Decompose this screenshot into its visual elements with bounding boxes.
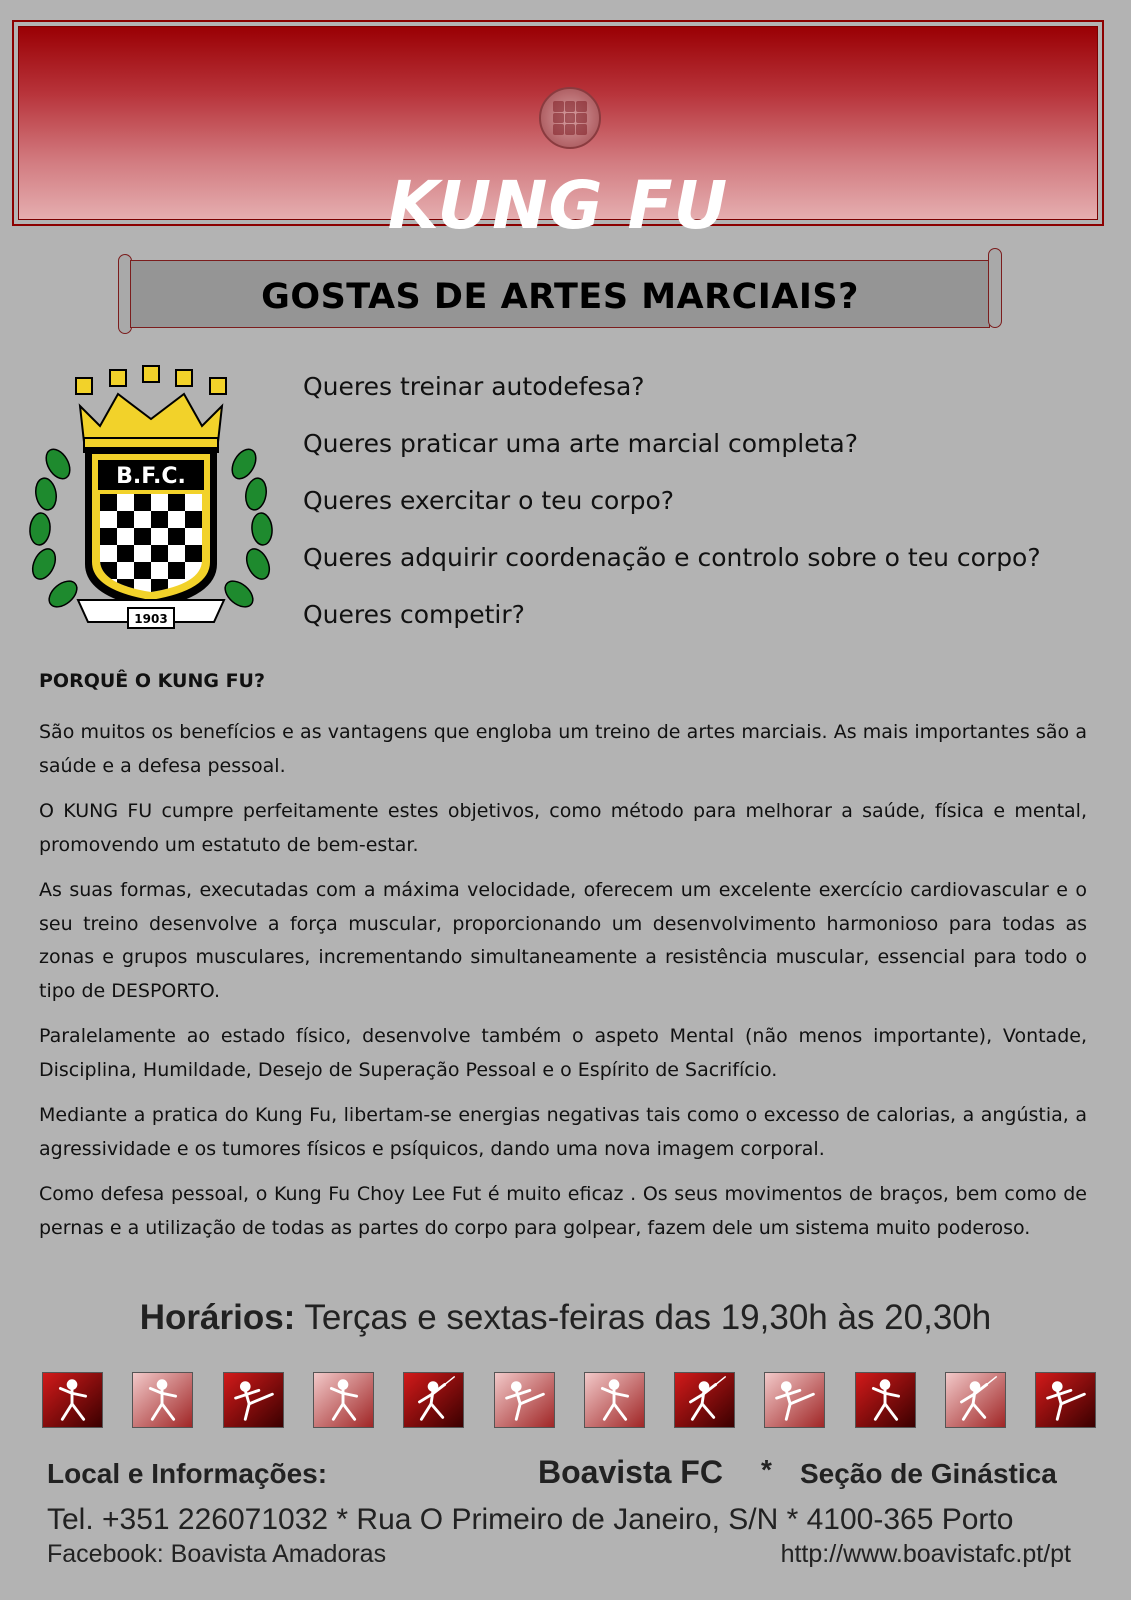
crest-initials: B.F.C. (116, 464, 186, 489)
question-item: Queres exercitar o teu corpo? (303, 486, 675, 515)
tagline: GOSTAS DE ARTES MARCIAIS? (261, 277, 859, 317)
schedule-text: Terças e sextas-feiras das 19,30h às 20,30h (295, 1298, 992, 1337)
question-item: Queres adquirir coordenação e controlo sobre o teu corpo? (303, 543, 1041, 572)
crest-year: 1903 (134, 612, 168, 626)
martial-artist-kick-icon (1035, 1372, 1096, 1428)
martial-artist-stance-icon (42, 1372, 103, 1428)
chinese-seal-icon (539, 87, 601, 149)
question-item: Queres treinar autodefesa? (303, 372, 645, 401)
martial-artist-stance-icon (313, 1372, 374, 1428)
paragraph: As suas formas, executadas com a máxima velocidade, oferecem um excelente exercício cardiovascular e o seu treino desenvolve a força muscular, proporcionando um desenvolvimento harmonioso para todas as zonas e grupos musculares, incrementando simultaneamente a resistência muscular, essencial para todo o tipo de DESPORTO. (39, 879, 1087, 1002)
tagline-scroll (118, 252, 1002, 334)
section-heading: PORQUÊ O KUNG FU? (39, 670, 266, 692)
martial-artist-stance-icon (132, 1372, 193, 1428)
questions-list (303, 370, 1103, 655)
local-label: Local e Informações: (47, 1458, 328, 1489)
martial-artist-kick-icon (223, 1372, 284, 1428)
question-item: Queres praticar uma arte marcial completa? (303, 429, 858, 458)
martial-artist-kick-icon (494, 1372, 555, 1428)
scroll-body (130, 260, 990, 328)
scroll-roll-right (988, 248, 1002, 328)
martial-arts-tiles (42, 1372, 1087, 1428)
martial-artist-stance-icon (584, 1372, 645, 1428)
facebook-link[interactable]: Facebook: Boavista Amadoras (47, 1540, 387, 1568)
paragraph: O KUNG FU cumpre perfeitamente estes objetivos, como método para melhorar a saúde, física e mental, promovendo um estatuto de bem-estar. (39, 800, 1087, 856)
martial-artist-stance-icon (855, 1372, 916, 1428)
header-banner-fill (18, 26, 1098, 244)
question-item: Queres competir? (303, 600, 525, 629)
martial-artist-sword-icon (945, 1372, 1006, 1428)
contact-line: Tel. +351 226071032 * Rua O Primeiro de Janeiro, S/N * 4100-365 Porto (47, 1503, 1014, 1536)
paragraph: São muitos os benefícios e as vantagens que engloba um treino de artes marciais. As mais importantes são a saúde e a defesa pessoal. (39, 721, 1087, 777)
body-text (39, 716, 1087, 1257)
schedule-label: Horários: (139, 1298, 296, 1337)
footer-separator: * (761, 1454, 772, 1485)
paragraph: Paralelamente ao estado físico, desenvolve também o aspeto Mental (não menos importante), Vontade, Disciplina, Humildade, Desejo de Superação Pessoal e o Espírito de Sacrifício. (39, 1025, 1087, 1081)
schedule (0, 1298, 1131, 1338)
club-name: Boavista FC (538, 1454, 723, 1490)
boavista-crest-icon (18, 364, 284, 644)
paragraph: Como defesa pessoal, o Kung Fu Choy Lee Fut é muito eficaz . Os seus movimentos de braços, bem como de pernas e a utilização de todas as partes do corpo para golpear, fazem dele um sistema muito poderoso. (39, 1183, 1087, 1239)
martial-artist-kick-icon (764, 1372, 825, 1428)
section-name: Seção de Ginástica (800, 1458, 1057, 1489)
website-link[interactable]: http://www.boavistafc.pt/pt (780, 1540, 1071, 1568)
martial-artist-sword-icon (674, 1372, 735, 1428)
martial-artist-sword-icon (403, 1372, 464, 1428)
paragraph: Mediante a pratica do Kung Fu, libertam-se energias negativas tais como o excesso de calorias, a angústia, a agressividade e os tumores físicos e psíquicos, dando uma nova imagem corporal. (39, 1104, 1087, 1160)
header-banner (12, 20, 1104, 244)
page-title: KUNG FU (387, 167, 729, 244)
